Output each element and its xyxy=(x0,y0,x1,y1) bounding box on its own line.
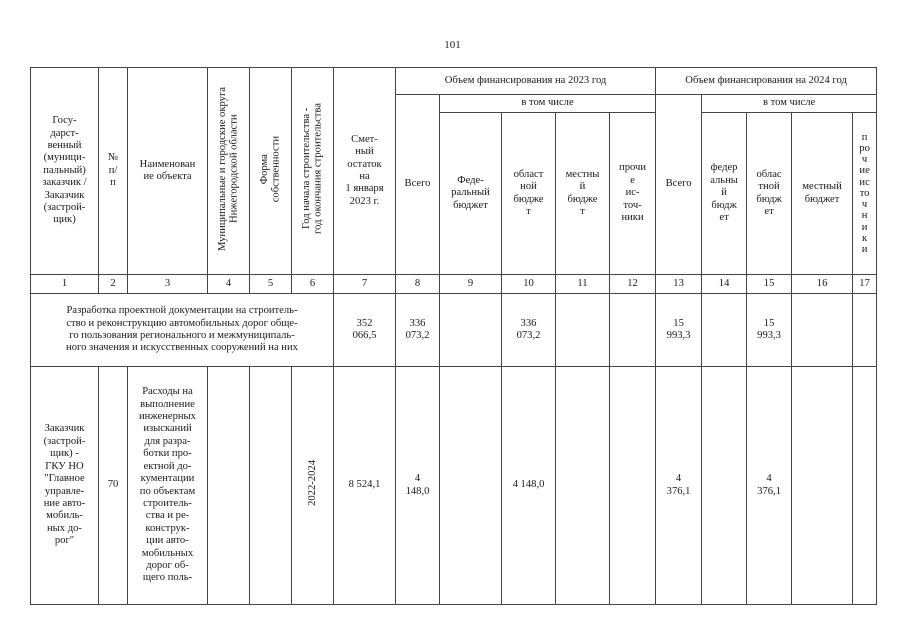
section-total-2024: 15 993,3 xyxy=(656,294,702,367)
row-regional-2023: 4 148,0 xyxy=(502,367,556,605)
financing-table xyxy=(30,67,877,605)
section-title: Разработка проектной документации на строитель- ство и реконструкцию автомобильных дорог обще- го пользования регионального и межмуниципаль- ного значения и искусственных сооружений на них xyxy=(31,294,334,367)
column-number: 4 xyxy=(208,275,250,294)
row-total-2023: 4 148,0 xyxy=(396,367,440,605)
header-fin-2024: Объем финансирования на 2024 год xyxy=(656,68,877,95)
header-regional-2023: област ной бюдже т xyxy=(502,113,556,275)
header-ownership: Форма собственности xyxy=(250,68,292,275)
header-other-2024: п ро ч ие ис то ч н и к и xyxy=(853,113,877,275)
column-number: 2 xyxy=(99,275,128,294)
row-total-2024: 4 376,1 xyxy=(656,367,702,605)
section-other-2023 xyxy=(610,294,656,367)
header-local-2023: местны й бюдже т xyxy=(556,113,610,275)
column-number: 7 xyxy=(334,275,396,294)
row-other-2023 xyxy=(610,367,656,605)
section-regional-2023: 336 073,2 xyxy=(502,294,556,367)
row-object-name: Расходы на выполнение инженерных изысканий для разра- ботки про- ектной до- кументации по объектам строитель- ства и ре- конструк- ции авто- мобильных дорог об- щего поль- xyxy=(128,367,208,605)
header-object-name: Наименован ие объекта xyxy=(128,68,208,275)
row-ownership xyxy=(250,367,292,605)
column-number: 9 xyxy=(440,275,502,294)
column-number: 12 xyxy=(610,275,656,294)
column-number: 11 xyxy=(556,275,610,294)
row-years: 2022-2024 xyxy=(292,367,334,605)
row-local-2023 xyxy=(556,367,610,605)
row-regional-2024: 4 376,1 xyxy=(747,367,792,605)
header-total-2023: Всего xyxy=(396,95,440,275)
row-federal-2024 xyxy=(702,367,747,605)
header-fin-2023: Объем финансирования на 2023 год xyxy=(396,68,656,95)
column-numbers-row xyxy=(31,275,877,294)
column-number: 17 xyxy=(853,275,877,294)
column-number: 5 xyxy=(250,275,292,294)
section-estimate: 352 066,5 xyxy=(334,294,396,367)
section-federal-2023 xyxy=(440,294,502,367)
header-total-2024: Всего xyxy=(656,95,702,275)
section-local-2023 xyxy=(556,294,610,367)
section-row xyxy=(31,294,877,367)
section-local-2024 xyxy=(792,294,853,367)
header-federal-2024: федер альны й бюдж ет xyxy=(702,113,747,275)
header-other-2023: прочи е ис- точ- ники xyxy=(610,113,656,275)
header-num: № п/ п xyxy=(99,68,128,275)
header-incl-2024: в том числе xyxy=(702,95,877,113)
column-number: 13 xyxy=(656,275,702,294)
header-row-1 xyxy=(31,68,877,95)
table-row xyxy=(31,367,877,605)
header-customer: Госу- дарст- венный (муници- пальный) заказчик / Заказчик (застрой- щик) xyxy=(31,68,99,275)
column-number: 8 xyxy=(396,275,440,294)
column-number: 16 xyxy=(792,275,853,294)
column-number: 14 xyxy=(702,275,747,294)
row-other-2024 xyxy=(853,367,877,605)
row-estimate: 8 524,1 xyxy=(334,367,396,605)
section-regional-2024: 15 993,3 xyxy=(747,294,792,367)
page-number: 101 xyxy=(444,39,461,51)
column-number: 1 xyxy=(31,275,99,294)
column-number: 6 xyxy=(292,275,334,294)
page-bottom-margin xyxy=(30,607,890,641)
header-municipality: Муниципальные и городские округа Нижегородской области xyxy=(208,68,250,275)
section-other-2024 xyxy=(853,294,877,367)
header-years: Год начала строительства - год окончания строительства xyxy=(292,68,334,275)
header-local-2024: местный бюджет xyxy=(792,113,853,275)
section-total-2023: 336 073,2 xyxy=(396,294,440,367)
header-incl-2023: в том числе xyxy=(440,95,656,113)
row-local-2024 xyxy=(792,367,853,605)
row-customer: Заказчик (застрой- щик) - ГКУ НО "Главное управле- ние авто- мобиль- ных до- рог" xyxy=(31,367,99,605)
header-regional-2024: облас тной бюдж ет xyxy=(747,113,792,275)
header-estimate: Смет- ный остаток на 1 января 2023 г. xyxy=(334,68,396,275)
column-number: 15 xyxy=(747,275,792,294)
column-number: 10 xyxy=(502,275,556,294)
column-number: 3 xyxy=(128,275,208,294)
header-federal-2023: Феде- ральный бюджет xyxy=(440,113,502,275)
row-federal-2023 xyxy=(440,367,502,605)
section-federal-2024 xyxy=(702,294,747,367)
row-num: 70 xyxy=(99,367,128,605)
row-municipality xyxy=(208,367,250,605)
